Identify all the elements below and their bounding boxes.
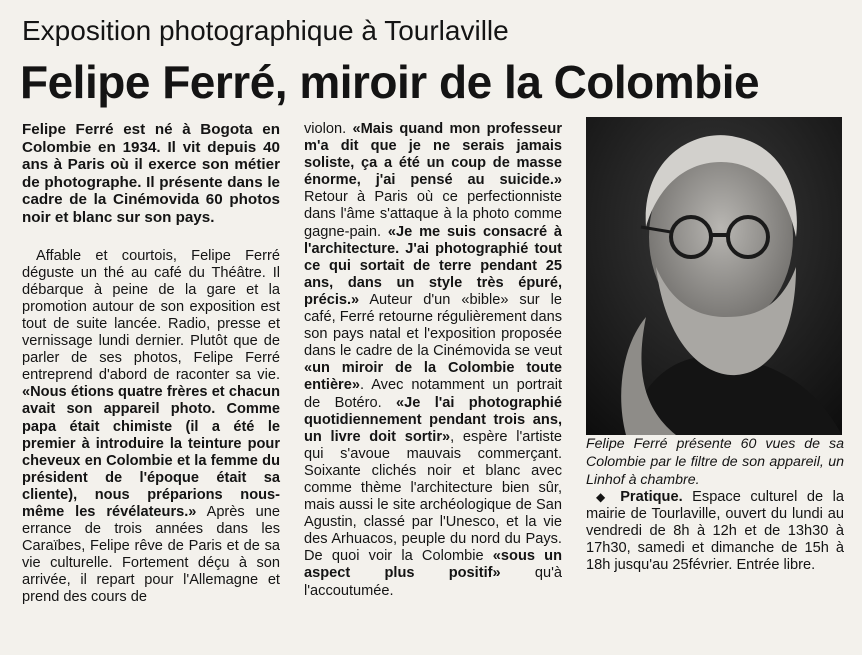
column-2 [304,121,562,600]
col2-text-2: Retour à Paris où ce perfectionniste dans l'âme s'attaque à la photo comme gagne-pain. [304,189,562,240]
col1-quote-1: «Nous étions quatre frères et chacun avait son appareil photo. Comme papa était chimiste (il a été le premier à introduire la teinture pour cheveux en Colombie et la femme du président de l'époque était sa cliente), nous préparions nous-même les révélateurs.» [22,384,280,520]
photo-caption: Felipe Ferré présente 60 vues de sa Colombie par le filtre de son appareil, un Linhof à chambre. [586,436,844,488]
col2-text-6: qu'à l'accoutumée. [304,565,562,599]
practical-text: Espace culturel de la mairie de Tourlaville, ouvert du lundi au vendredi de 8h à 12h et de 13h30 à 17h30, samedi et dimanche de 15h à 18h jusqu'au 25février. Entrée libre. [586,489,844,574]
col2-quote-4: «Je l'ai photographié quotidiennement pendant trois ans, un livre doit sortir» [304,394,562,445]
column-1-body [22,248,280,607]
col1-text-1: Affable et courtois, Felipe Ferré déguste un thé au café du Théâtre. Il débarque à peine de la gare et la promotion autour de son exposition est tout de suite lancée. Radio, presse et vernissage lundi dernier. Plutôt que de parler de ses photos, Felipe Ferré entreprend d'abord de raconter sa vie. [22,247,280,384]
col2-text-3: Auteur d'un «bible» sur le café, Ferré retourne régulièrement dans son pays natal et l'exposition proposée dans le cadre de la Cinémovida se veut [304,291,562,360]
portrait-photo [586,117,842,435]
practical-label: Pratique. [620,489,683,505]
col2-quote-5: «sous un aspect plus positif» [304,548,563,582]
diamond-bullet-icon: ◆ [596,490,611,504]
portrait-illustration [586,117,842,435]
col2-text-1: violon. [304,121,353,137]
kicker-heading: Exposition photographique à Tourlaville [22,15,509,46]
col2-quote-1: «Mais quand mon professeur m'a dit que je ne serais jamais soliste, ça a été un coup de masse énorme, j'ai pensé au suicide.» [304,121,562,189]
column-2-body [304,121,562,600]
col1-text-2: Après une errance de trois années dans les Caraïbes, Felipe rêve de Paris et de sa vie culturelle. Fortement déçu à son arrivée, il repart pour l'Allemagne et prend des cours de [22,503,281,606]
article-lead: Felipe Ferré est né à Bogota en Colombie en 1934. Il vit depuis 40 ans à Paris où il exerce son métier de photographe. Il présente dans le cadre de la Cinémovida 60 photos noir et blanc sur son pays. [22,121,280,226]
column-3 [586,121,844,574]
practical-info [586,489,844,574]
column-1 [22,121,280,607]
col2-text-4: . Avec notamment un portrait de Botéro. [304,377,562,411]
article-headline: Felipe Ferré, miroir de la Colombie [20,56,760,108]
col2-quote-2: «Je me suis consacré à l'architecture. J'ai photographié tout ce qui sortait de terre pendant 25 ans, dans un style très épuré, précis.» [304,223,562,308]
col2-quote-3: «un miroir de la Colombie toute entière» [304,360,562,394]
col2-text-5: , espère l'artiste qui s'avoue mauvais commerçant. Soixante clichés noir et blanc avec comme thème l'architecture bien sûr, mais aussi le site archéologique de San Agustin, classé par l'Unesco, et la vie des Arhuacos, peuple du nord du Pays. De quoi voir la Colombie [304,428,562,565]
